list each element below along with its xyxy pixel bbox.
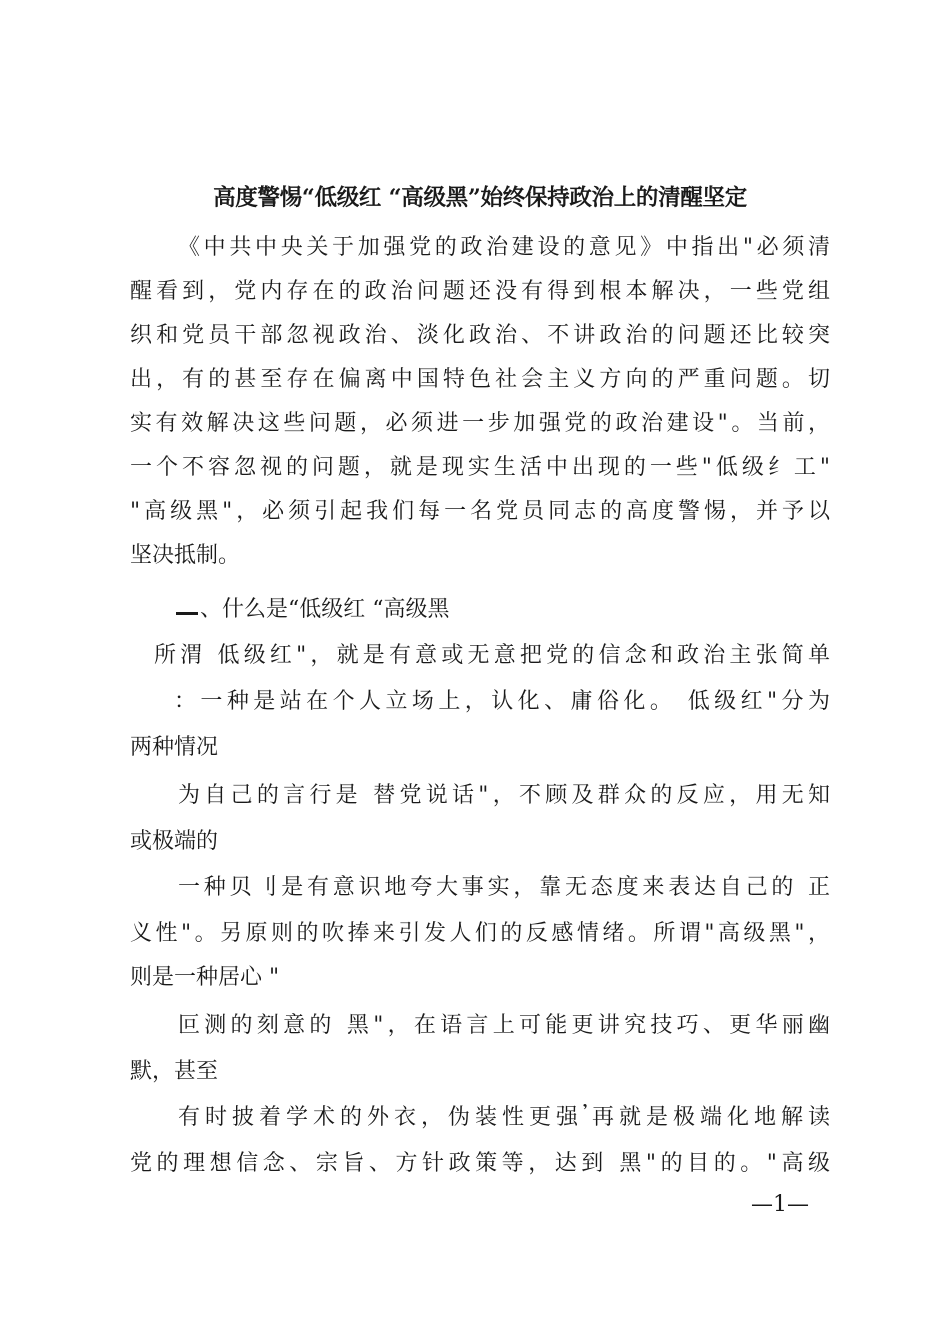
paragraph-line: 义性"。另原则的吹捧来引发人们的反感情绪。所谓"高级黑"， bbox=[130, 921, 830, 946]
paragraph-line: 为自己的言行是 替党说话"，不顾及群众的反应，用无知 bbox=[178, 783, 830, 808]
paragraph-line: 默，甚至 bbox=[130, 1059, 219, 1084]
paragraph-line: "高级黑"，必须引起我们每一名党员同志的高度警惕，并予以 bbox=[130, 499, 830, 524]
paragraph-line: 实有效解决这些问题，必须进一步加强党的政治建设"。当前， bbox=[130, 411, 830, 436]
paragraph-line: 或极端的 bbox=[130, 829, 219, 854]
section-heading-text: 、什么是“低级红 “高级黑 bbox=[200, 597, 450, 622]
paragraph-line: 《中共中央关于加强党的政治建设的意见》中指出"必须清 bbox=[178, 235, 830, 260]
paragraph-line: 一个不容忽视的问题，就是现实生活中出现的一些"低级纟工" bbox=[130, 455, 830, 480]
paragraph-line: 有时披着学术的外衣，伪装性更强𝄒再就是极端化地解读 bbox=[178, 1105, 830, 1130]
paragraph-line: 则是一种居心 " bbox=[130, 965, 280, 990]
paragraph-line: 所渭 低级红"，就是有意或无意把党的信念和政治主张简单 bbox=[154, 643, 830, 668]
paragraph-line: 党的理想信念、宗旨、方针政策等，达到 黑"的目的。"高级 bbox=[130, 1151, 830, 1176]
paragraph-line: ：一种是站在个人立场上，认化、庸俗化。 低级红"分为 bbox=[174, 689, 830, 714]
paragraph-line: 叵测的刻意的 黑"，在语言上可能更讲究技巧、更华丽幽 bbox=[178, 1013, 830, 1038]
paragraph-line: 坚决抵制。 bbox=[130, 543, 241, 568]
document-title: 高度警惕“低级红 “高级黑”始终保持政治上的清醒坚定 bbox=[213, 185, 747, 211]
paragraph-line: 两种情况 bbox=[130, 735, 219, 760]
paragraph-line: 一种贝刂是有意识地夸大事实，靠无态度来表达自己的 正 bbox=[178, 875, 830, 900]
heading-dash-mark bbox=[176, 612, 198, 615]
paragraph-line: 出，有的甚至存在偏离中国特色社会主义方向的严重问题。切 bbox=[130, 367, 830, 392]
paragraph-line: 醒看到，党内存在的政治问题还没有得到根本解决，一些党组 bbox=[130, 279, 830, 304]
section-heading bbox=[176, 590, 830, 630]
page-number: —1— bbox=[751, 1192, 809, 1217]
paragraph-line: 织和党员干部忽视政治、淡化政治、不讲政治的问题还比较突 bbox=[130, 323, 830, 348]
